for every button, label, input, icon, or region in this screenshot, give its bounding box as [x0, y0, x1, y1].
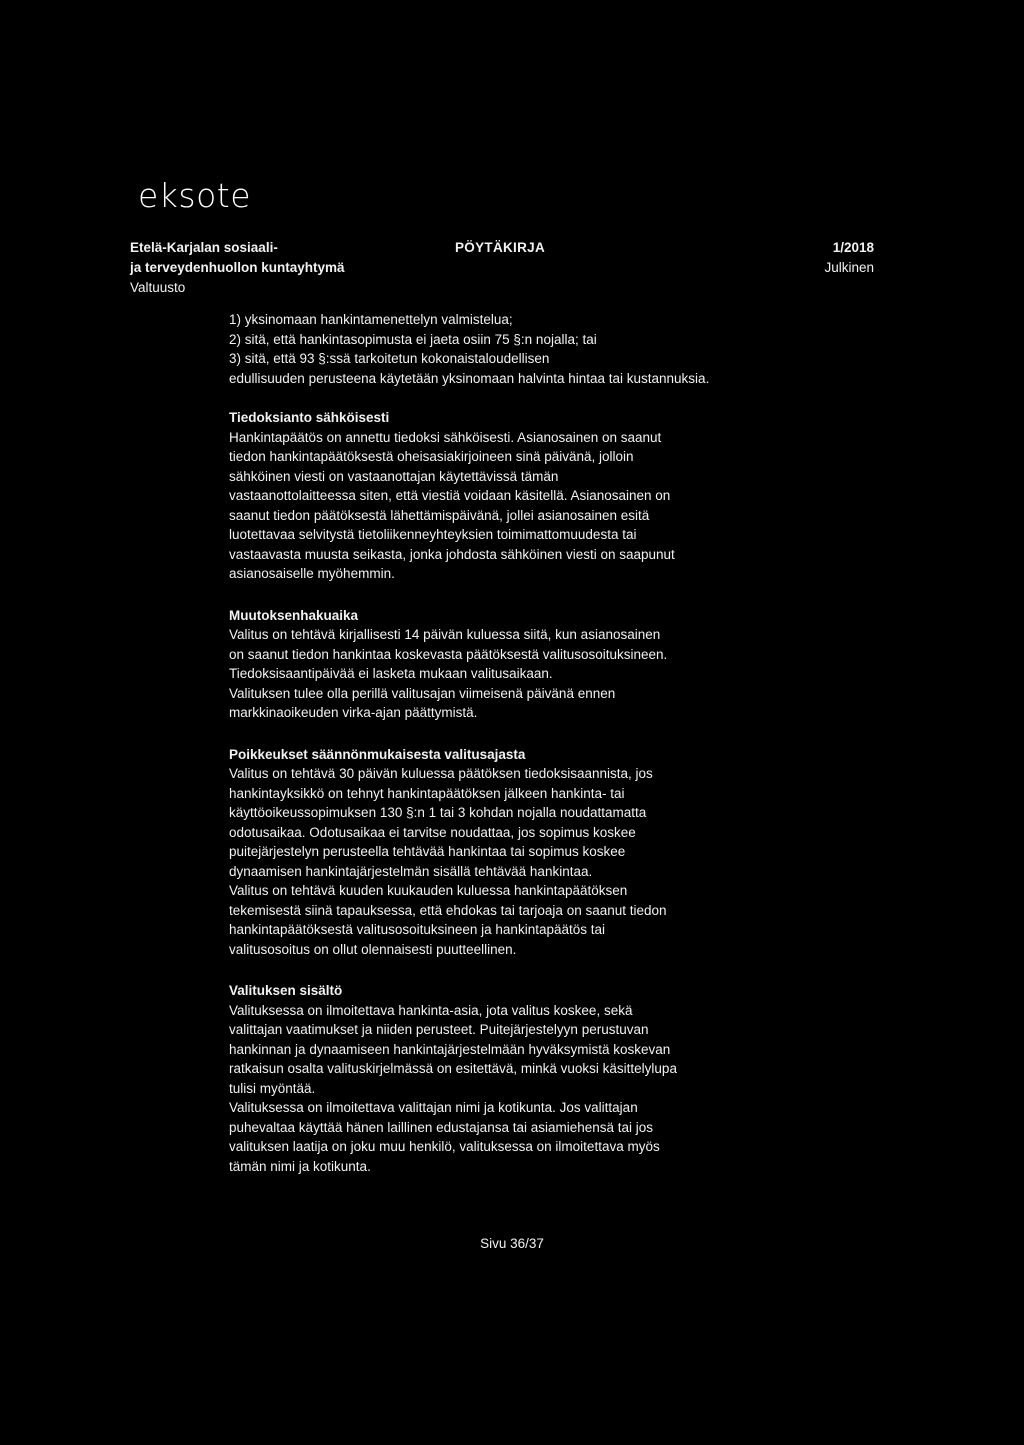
organization-name-line1: Etelä-Karjalan sosiaali-	[130, 240, 278, 255]
paragraph-line: Tiedoksisaantipäivää ei lasketa mukaan valitusaikaan.	[229, 666, 553, 681]
paragraph-line: vastaavasta muusta seikasta, jonka johdosta sähköinen viesti on saapunut	[229, 546, 675, 562]
paragraph-line: Valitus on tehtävä kuuden kuukauden kuluessa hankintapäätöksen	[229, 883, 628, 898]
page-number: Sivu 36/37	[480, 1236, 544, 1251]
intro-list	[229, 310, 769, 388]
intro-line: 3) sitä, että 93 §:ssä tarkoitetun kokonaistaloudellisen	[229, 351, 550, 366]
section-muutoksenhakuaika	[229, 606, 769, 723]
paragraph-line: luotettavaa selvitystä tietoliikenneyhteyksien toimimattomuudesta tai	[229, 527, 637, 542]
paragraph-line: hankinnan ja dynaamiseen hankintajärjestelmään hyväksymistä koskevan	[229, 1041, 671, 1057]
document-number: 1/2018	[832, 240, 874, 255]
paragraph-line: Valituksen tulee olla perillä valitusajan viimeisenä päivänä ennen	[229, 685, 616, 701]
intro-line: 1) yksinomaan hankintamenettelyn valmistelua;	[229, 312, 513, 327]
paragraph-line: odotusaikaa. Odotusaikaa ei tarvitse noudattaa, jos sopimus koskee	[229, 824, 636, 840]
paragraph-line: saanut tiedon päätöksestä lähettämispäivänä, jollei asianosainen esitä	[229, 507, 650, 523]
paragraph-line: asianosaiselle myöhemmin.	[229, 566, 395, 581]
document-meta	[824, 238, 874, 278]
paragraph-line: puitejärjestelyn perusteella tehtävää hankintaa tai sopimus koskee	[229, 844, 626, 859]
section-title: Valituksen sisältö	[229, 983, 343, 998]
paragraph-line: käyttöoikeussopimuksen 130 §:n 1 tai 3 kohdan nojalla noudattamatta	[229, 805, 647, 820]
section-title: Tiedoksianto sähköisesti	[229, 410, 390, 425]
paragraph-line: Valituksessa on ilmoitettava valittajan nimi ja kotikunta. Jos valittajan	[229, 1100, 638, 1115]
paragraph-line: tulisi myöntää.	[229, 1080, 316, 1096]
paragraph-line: on saanut tiedon hankintaa koskevasta päätöksestä valitusosoituksineen.	[229, 646, 668, 662]
paragraph-line: hankintayksikkö on tehnyt hankintapäätöksen jälkeen hankinta- tai	[229, 785, 625, 801]
paragraph-line: tämän nimi ja kotikunta.	[229, 1158, 371, 1174]
paragraph-line: hankintapäätöksestä valitusosoituksineen ja hankintapäätös tai	[229, 922, 606, 937]
paragraph-line: markkinaoikeuden virka-ajan päättymistä.	[229, 705, 478, 720]
paragraph-line: puhevaltaa käyttää hänen laillinen edustajansa tai asiamiehensä tai jos	[229, 1119, 654, 1135]
section-tiedoksianto	[229, 408, 769, 584]
paragraph-line: valittajan vaatimukset ja niiden perusteet. Puitejärjestelyyn perustuvan	[229, 1022, 649, 1037]
paragraph-line: valitusosoitus on ollut olennaisesti puutteellinen.	[229, 941, 517, 957]
paragraph-line: Valituksessa on ilmoitettava hankinta-asia, jota valitus koskee, sekä	[229, 1002, 633, 1018]
eksote-logo: eksote	[138, 176, 252, 215]
section-title: Poikkeukset säännönmukaisesta valitusajasta	[229, 746, 526, 762]
intro-line: 2) sitä, että hankintasopimusta ei jaeta osiin 75 §:n nojalla; tai	[229, 331, 597, 347]
organization-name-line2: ja terveydenhuollon kuntayhtymä	[130, 260, 345, 275]
document-header	[130, 238, 874, 298]
intro-line: edullisuuden perusteena käytetään yksinomaan halvinta hintaa tai kustannuksia.	[229, 370, 710, 386]
document-type: PÖYTÄKIRJA	[455, 240, 546, 255]
organization-block	[130, 238, 430, 298]
publicity-status: Julkinen	[824, 260, 874, 275]
paragraph-line: Valitus on tehtävä kirjallisesti 14 päivän kuluessa siitä, kun asianosainen	[229, 627, 661, 642]
section-poikkeukset	[229, 745, 769, 960]
paragraph-line: Hankintapäätös on annettu tiedoksi sähköisesti. Asianosainen on saanut	[229, 429, 662, 445]
section-valituksen-sisalto	[229, 981, 769, 1176]
paragraph-line: vastaanottolaitteessa siten, että viestiä voidaan käsitellä. Asianosainen on	[229, 488, 671, 503]
paragraph-line: ratkaisun osalta valituskirjelmässä on esitettävä, minkä vuoksi käsittelylupa	[229, 1061, 677, 1076]
paragraph-line: valituksen laatija on joku muu henkilö, valituksessa on ilmoitettava myös	[229, 1139, 660, 1154]
paragraph-line: tiedon hankintapäätöksestä oheisasiakirjoineen sinä päivänä, jolloin	[229, 449, 634, 464]
document-body	[229, 310, 769, 1176]
paragraph-line: sähköinen viesti on vastaanottajan käytettävissä tämän	[229, 468, 559, 484]
section-title: Muutoksenhakuaika	[229, 607, 359, 623]
paragraph-line: tekemisestä siinä tapauksessa, että ehdokas tai tarjoaja on saanut tiedon	[229, 902, 667, 918]
paragraph-line: Valitus on tehtävä 30 päivän kuluessa päätöksen tiedoksisaannista, jos	[229, 766, 653, 781]
organ-name: Valtuusto	[130, 280, 186, 295]
paragraph-line: dynaamisen hankintajärjestelmän sisällä tehtävää hankintaa.	[229, 863, 593, 879]
